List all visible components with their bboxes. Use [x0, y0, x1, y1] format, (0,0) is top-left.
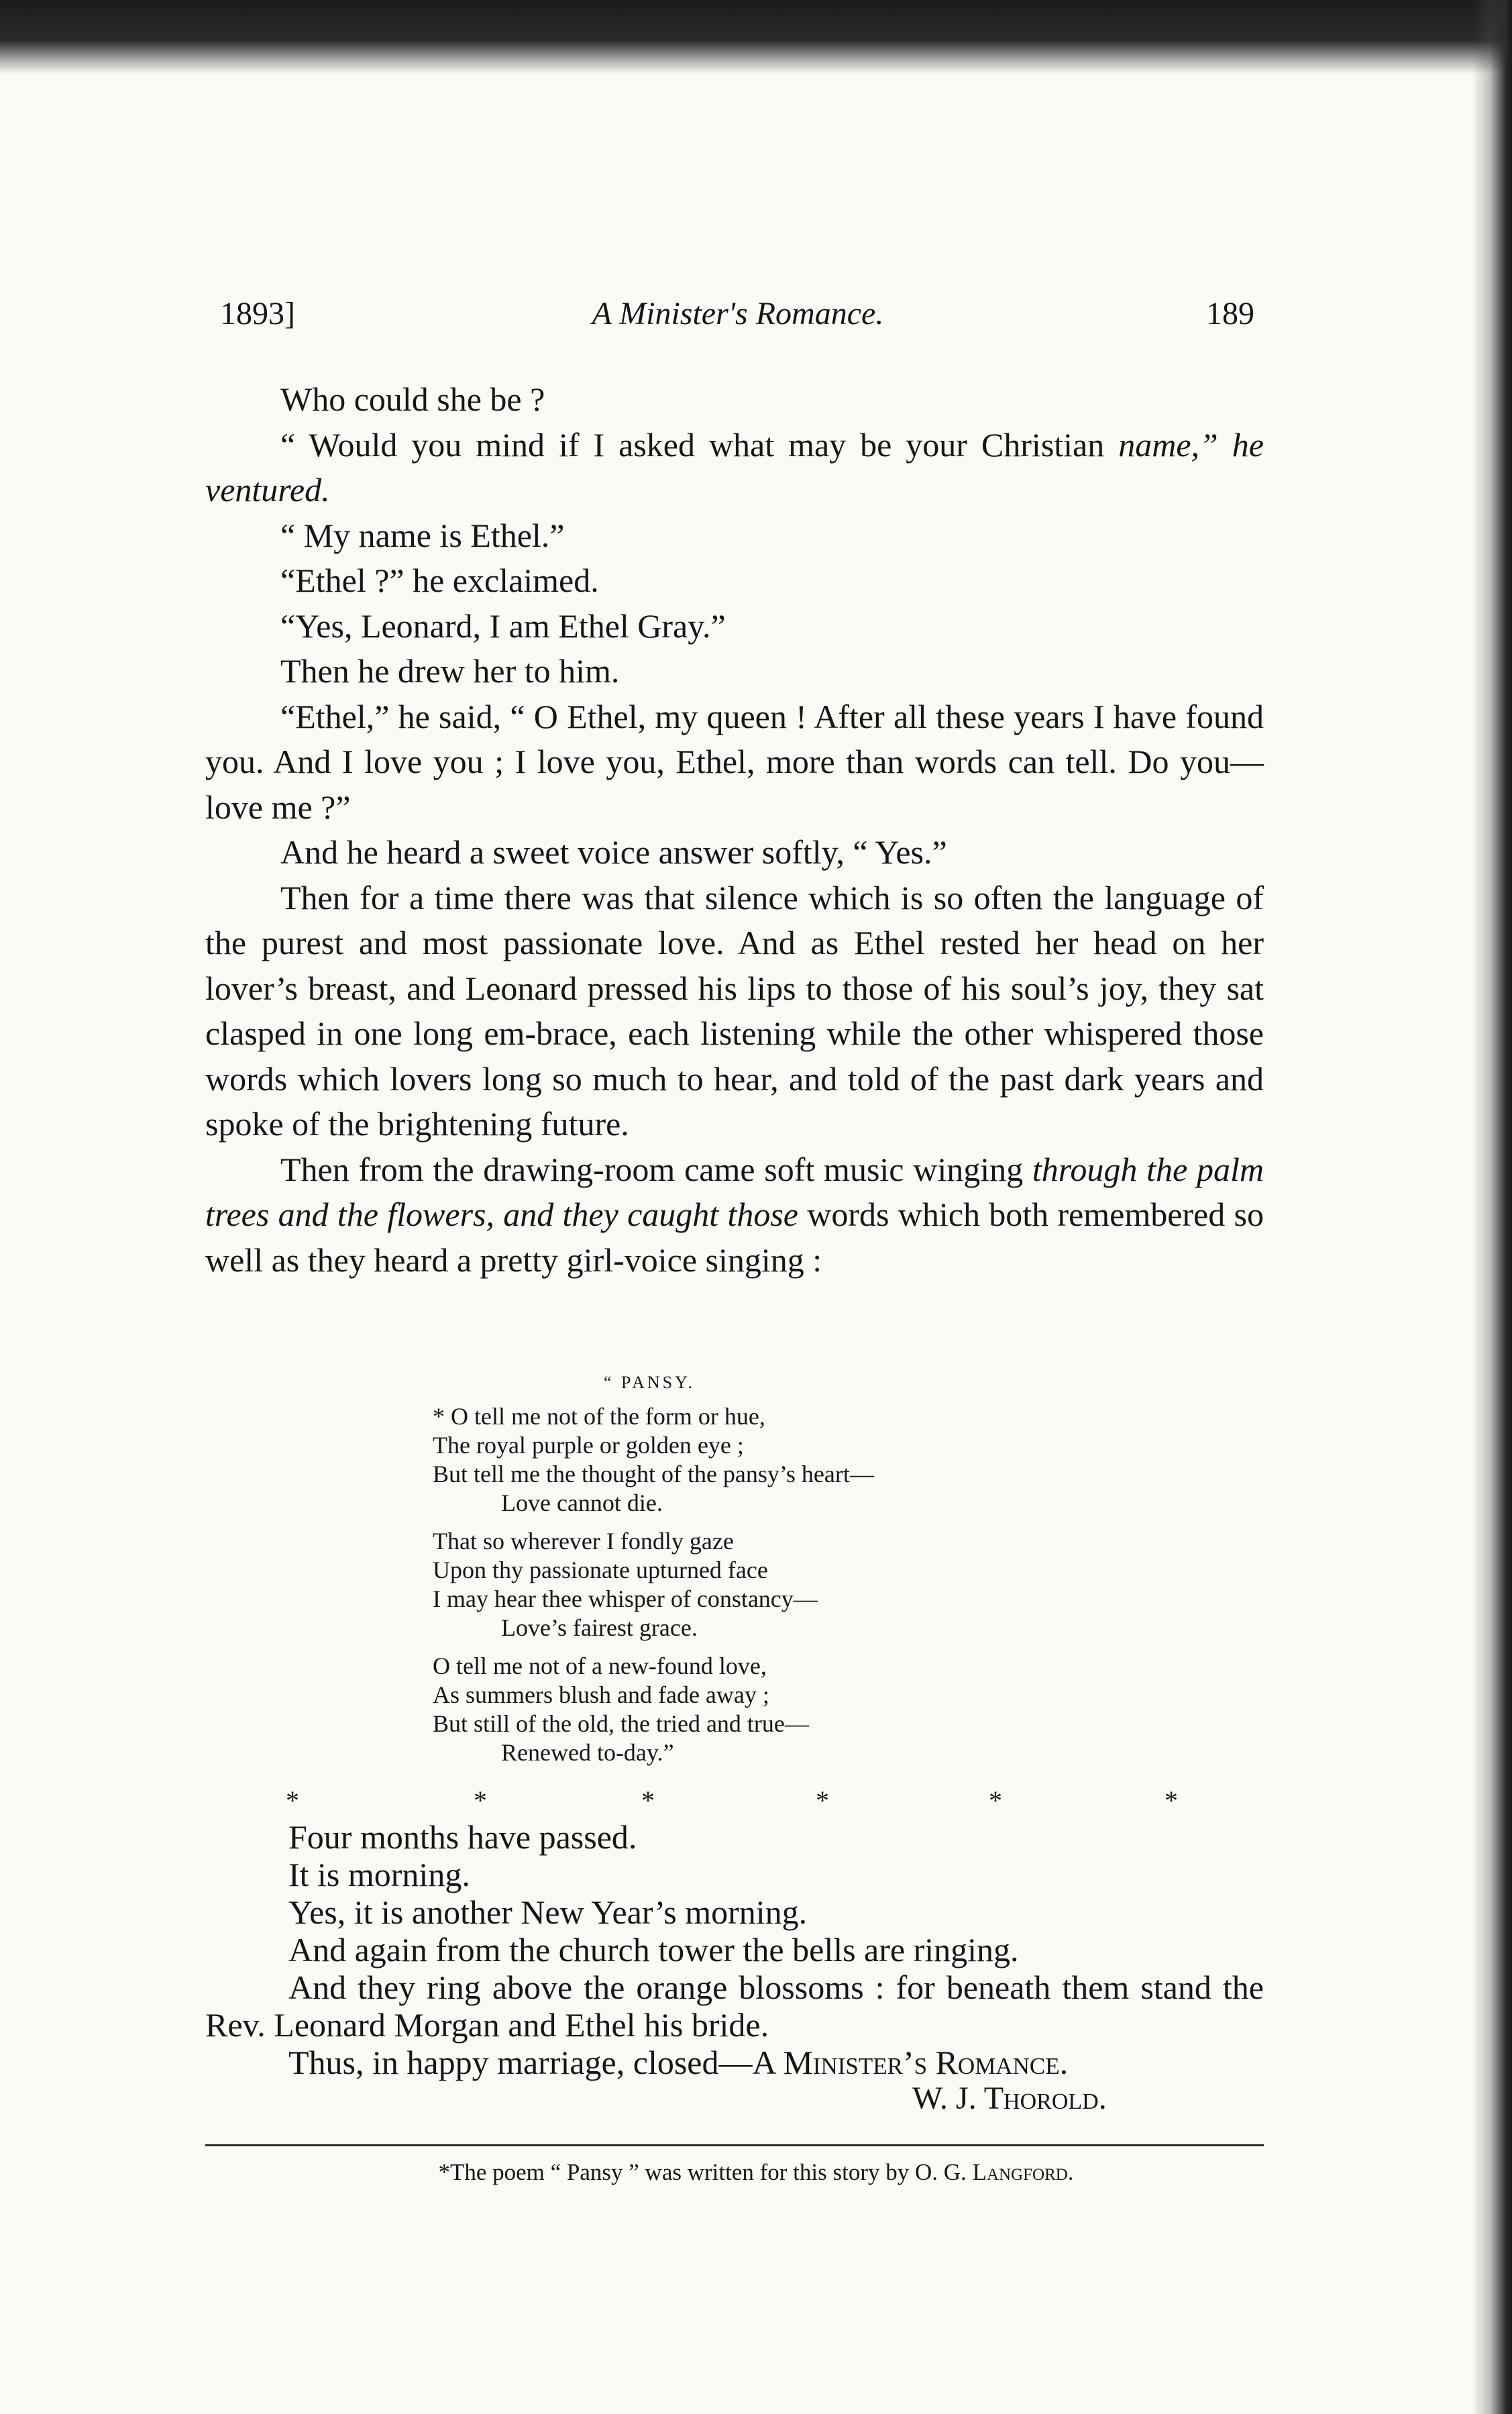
paragraph: Thus, in happy marriage, closed—A Minister’s Romance. [288, 2044, 1069, 2081]
paragraph: “Ethel ?” he exclaimed. [280, 562, 599, 599]
scan-top-edge [0, 0, 1512, 74]
paragraph: And again from the church tower the bells are ringing. [288, 1931, 1019, 1969]
section-separator [286, 1785, 1225, 1818]
story-title-smallcaps: A Minister’s Romance. [752, 2044, 1069, 2081]
separator-star: * [641, 1785, 655, 1816]
poem-stanza [433, 1527, 1103, 1642]
poem-line: O tell me not of a new-found love, [433, 1652, 767, 1679]
poem-line: Love’s fairest grace. [501, 1614, 698, 1641]
poem-line: The royal purple or golden eye ; [433, 1432, 744, 1459]
poem-line: * O tell me not of the form or hue, [433, 1403, 765, 1430]
paragraph: It is morning. [288, 1856, 470, 1893]
footnote: *The poem “ Pansy ” was written for this story by O. G. Langford. [438, 2159, 1074, 2185]
separator-star: * [474, 1785, 487, 1816]
paragraph: Then from the drawing-room came soft music winging through the palm trees and the flowers, and they caught those words which both remembered so well as they heard a pretty girl-voice singing : [205, 1150, 1264, 1279]
separator-star: * [989, 1785, 1002, 1816]
paragraph: “Ethel,” he said, “ O Ethel, my queen ! After all these years I have found you. And I love you ; I love you, Ethel, more than words can tell. Do you—love me ?” [205, 697, 1264, 826]
paragraph: Four months have passed. [288, 1818, 637, 1856]
paragraph: Who could she be ? [280, 380, 545, 418]
poem-stanza [433, 1652, 1103, 1767]
poem [433, 1402, 1103, 1777]
separator-star: * [816, 1785, 829, 1816]
italic-text: through the palm trees and the flowers, and they caught those [205, 1150, 1264, 1233]
paragraph: Yes, it is another New Year’s morning. [288, 1893, 808, 1931]
poem-stanza [433, 1402, 1103, 1518]
page-number: 189 [1206, 296, 1254, 331]
separator-star: * [1165, 1785, 1178, 1816]
poem-line: I may hear thee whisper of constancy— [433, 1585, 818, 1612]
paragraph: Then he drew her to him. [280, 652, 620, 690]
separator-star: * [286, 1785, 299, 1816]
footnote-author: Langford. [972, 2159, 1074, 2185]
footnote-rule [205, 2144, 1264, 2146]
story-body [205, 377, 1264, 1283]
scan-right-edge [1472, 0, 1512, 2414]
poem-line: As summers blush and fade away ; [433, 1681, 769, 1708]
paragraph: And he heard a sweet voice answer softly, “ Yes.” [280, 833, 947, 871]
paragraph: “ Would you mind if I asked what may be your Christian name,” he ventured. [205, 425, 1264, 509]
poem-line: Love cannot die. [501, 1489, 663, 1516]
poem-line: Upon thy passionate upturned face [433, 1557, 768, 1583]
poem-line: But still of the old, the tried and true— [433, 1710, 809, 1737]
poem-line: Renewed to-day.” [501, 1739, 674, 1766]
poem-title: “ PANSY. [604, 1373, 696, 1392]
paragraph: “ My name is Ethel.” [280, 516, 565, 554]
italic-text: name,” he ventured. [205, 425, 1264, 509]
closing-section [205, 1818, 1264, 2081]
header-year: 1893] [220, 296, 295, 331]
author-signature: W. J. Thorold. [912, 2081, 1107, 2116]
poem-line: That so wherever I fondly gaze [433, 1528, 734, 1555]
paragraph: Then for a time there was that silence which is so often the language of the purest and most passionate love. And as Ethel rested her head on her lover’s breast, and Leonard pressed his lips to those of his soul’s joy, they sat clasped in one long em-brace, each listening while the other whispered those words which lovers long so much to hear, and told of the past dark years and spoke of the brightening future. [205, 878, 1264, 1143]
running-head [215, 295, 1261, 342]
poem-line: But tell me the thought of the pansy’s heart— [433, 1461, 874, 1487]
header-title: A Minister's Romance. [592, 296, 884, 331]
paragraph: And they ring above the orange blossoms : for beneath them stand the Rev. Leonard Morgan and Ethel his bride. [205, 1969, 1264, 2044]
paragraph: “Yes, Leonard, I am Ethel Gray.” [280, 607, 726, 645]
